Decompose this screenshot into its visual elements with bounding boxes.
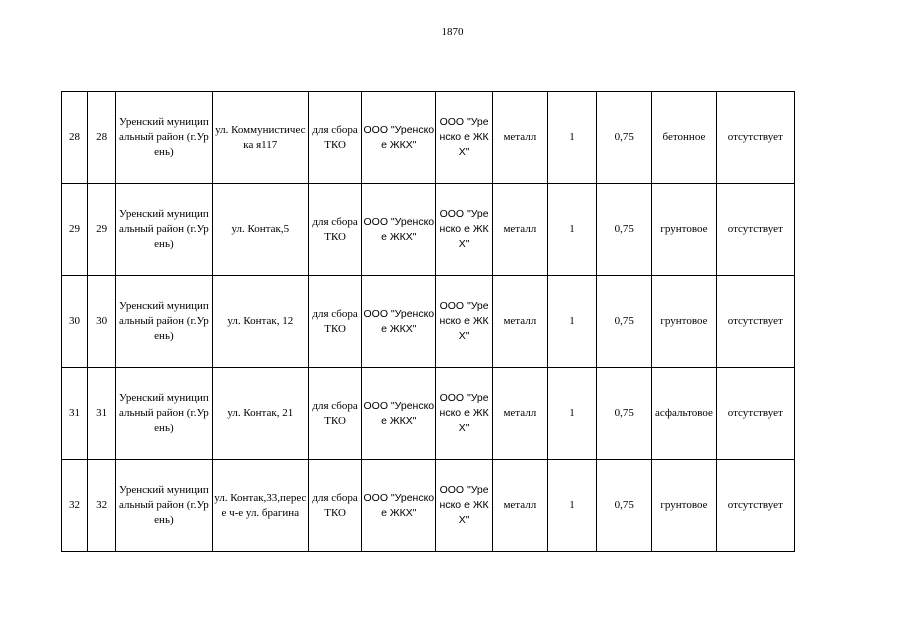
- material-cell: металл: [492, 460, 547, 552]
- container-volume-cell: 0,75: [597, 368, 652, 460]
- owner-cell: ООО "Уренское ЖКХ": [362, 368, 436, 460]
- material-cell: металл: [492, 184, 547, 276]
- operator-cell: ООО "Уренско е ЖКХ": [436, 184, 492, 276]
- row-number-cell: 30: [62, 276, 88, 368]
- address-cell: ул. Контак, 21: [212, 368, 308, 460]
- purpose-cell: для сбора ТКО: [308, 92, 361, 184]
- purpose-cell: для сбора ТКО: [308, 460, 361, 552]
- waste-sites-table: [61, 91, 795, 552]
- fence-cell: отсутствует: [716, 184, 794, 276]
- surface-cell: грунтовое: [652, 460, 716, 552]
- table-row: [62, 368, 795, 460]
- fence-cell: отсутствует: [716, 368, 794, 460]
- table-row: [62, 460, 795, 552]
- operator-cell: ООО "Уренско е ЖКХ": [436, 276, 492, 368]
- table-row: [62, 276, 795, 368]
- container-volume-cell: 0,75: [597, 276, 652, 368]
- fence-cell: отсутствует: [716, 460, 794, 552]
- surface-cell: асфальтовое: [652, 368, 716, 460]
- material-cell: металл: [492, 92, 547, 184]
- row-number-cell: 31: [62, 368, 88, 460]
- row-number-cell: 28: [62, 92, 88, 184]
- material-cell: металл: [492, 276, 547, 368]
- container-volume-cell: 0,75: [597, 92, 652, 184]
- material-cell: металл: [492, 368, 547, 460]
- purpose-cell: для сбора ТКО: [308, 276, 361, 368]
- owner-cell: ООО "Уренское ЖКХ": [362, 184, 436, 276]
- address-cell: ул. Контак,5: [212, 184, 308, 276]
- table-body: [62, 92, 795, 552]
- purpose-cell: для сбора ТКО: [308, 184, 361, 276]
- site-number-cell: 28: [88, 92, 116, 184]
- fence-cell: отсутствует: [716, 276, 794, 368]
- address-cell: ул. Контак, 12: [212, 276, 308, 368]
- operator-cell: ООО "Уренско е ЖКХ": [436, 460, 492, 552]
- district-cell: Уренский муниципальный район (г.Урень): [116, 460, 212, 552]
- row-number-cell: 32: [62, 460, 88, 552]
- site-number-cell: 32: [88, 460, 116, 552]
- district-cell: Уренский муниципальный район (г.Урень): [116, 368, 212, 460]
- address-cell: ул. Коммунистическа я117: [212, 92, 308, 184]
- address-cell: ул. Контак,33,пересе ч-е ул. брагина: [212, 460, 308, 552]
- row-number-cell: 29: [62, 184, 88, 276]
- container-count-cell: 1: [547, 184, 596, 276]
- table-row: [62, 184, 795, 276]
- district-cell: Уренский муниципальный район (г.Урень): [116, 184, 212, 276]
- operator-cell: ООО "Уренско е ЖКХ": [436, 368, 492, 460]
- surface-cell: грунтовое: [652, 184, 716, 276]
- container-count-cell: 1: [547, 92, 596, 184]
- owner-cell: ООО "Уренское ЖКХ": [362, 460, 436, 552]
- owner-cell: ООО "Уренское ЖКХ": [362, 92, 436, 184]
- container-count-cell: 1: [547, 460, 596, 552]
- container-count-cell: 1: [547, 368, 596, 460]
- container-volume-cell: 0,75: [597, 460, 652, 552]
- site-number-cell: 31: [88, 368, 116, 460]
- district-cell: Уренский муниципальный район (г.Урень): [116, 276, 212, 368]
- surface-cell: грунтовое: [652, 276, 716, 368]
- page-number: 1870: [441, 26, 464, 38]
- owner-cell: ООО "Уренское ЖКХ": [362, 276, 436, 368]
- site-number-cell: 30: [88, 276, 116, 368]
- container-count-cell: 1: [547, 276, 596, 368]
- container-volume-cell: 0,75: [597, 184, 652, 276]
- district-cell: Уренский муниципальный район (г.Урень): [116, 92, 212, 184]
- operator-cell: ООО "Уренско е ЖКХ": [436, 92, 492, 184]
- fence-cell: отсутствует: [716, 92, 794, 184]
- site-number-cell: 29: [88, 184, 116, 276]
- purpose-cell: для сбора ТКО: [308, 368, 361, 460]
- table-row: [62, 92, 795, 184]
- surface-cell: бетонное: [652, 92, 716, 184]
